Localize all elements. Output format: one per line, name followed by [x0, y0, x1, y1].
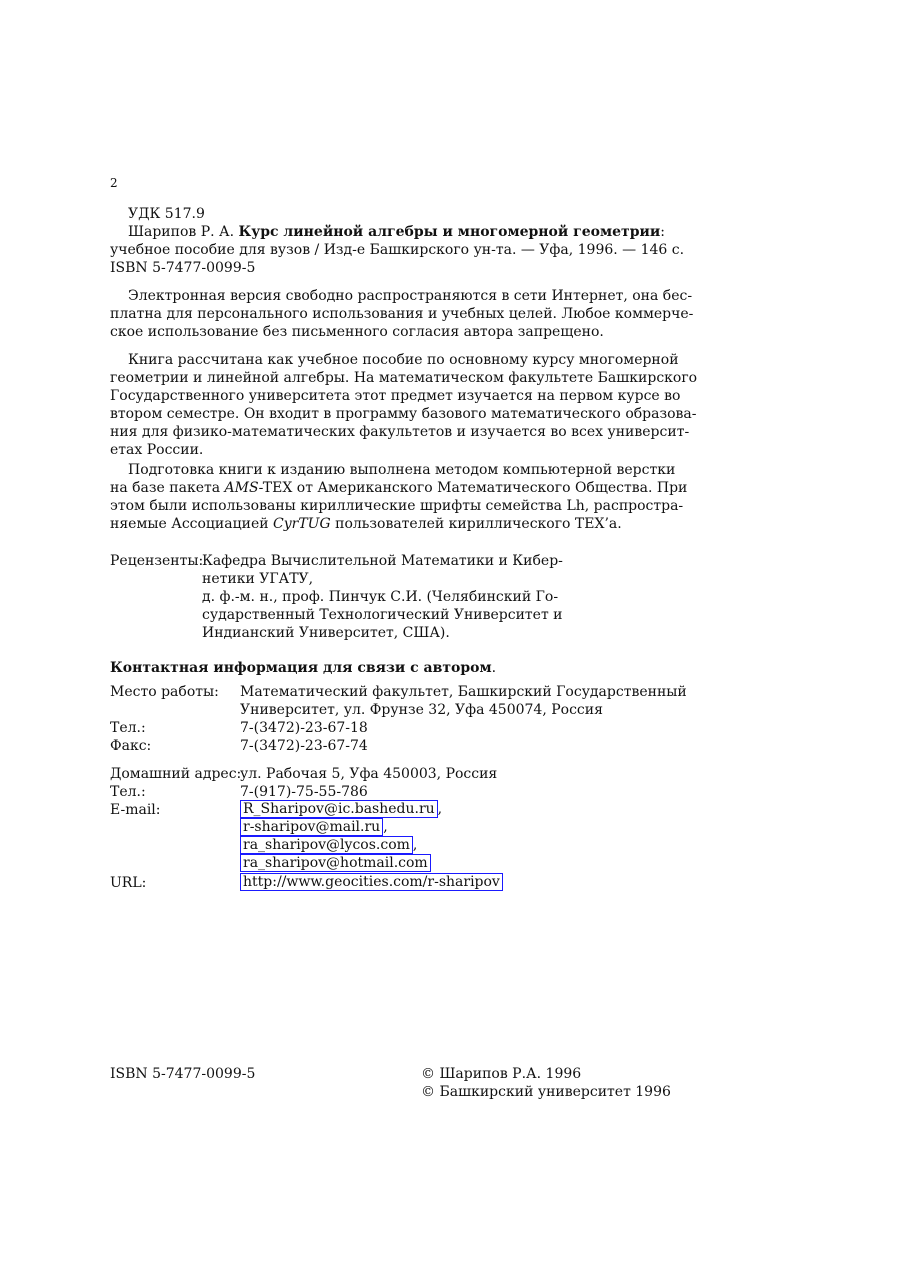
description-line [110, 515, 622, 533]
copyright-university: © Башкирский университет 1996 [421, 1084, 671, 1100]
work-fax: 7-(3472)-23-67-74 [240, 738, 368, 754]
reviewer-line: Кафедра Вычислительной Математики и Кибер- [202, 553, 563, 569]
description-line: Книга рассчитана как учебное пособие по основному курсу многомерной [128, 352, 679, 368]
description-line: ния для физико-математических факультетов и изучается во всех университ- [110, 424, 690, 440]
tex-logo: -TEX [258, 480, 293, 496]
biblio-isbn: ISBN 5-7477-0099-5 [110, 260, 256, 276]
author-name: Шарипов Р. А. [128, 224, 235, 240]
ams-logo: AMS [224, 480, 259, 496]
notice-line: Электронная версия свободно распространяются в сети Интернет, она бес- [128, 288, 693, 304]
email-label: E-mail: [110, 802, 161, 818]
work-tel: 7-(3472)-23-67-18 [240, 720, 368, 736]
description-line: Подготовка книги к изданию выполнена методом компьютерной верстки [128, 462, 676, 478]
homepage-link[interactable]: http://www.geocities.com/r-sharipov [240, 873, 503, 891]
home-tel: 7-(917)-75-55-786 [240, 784, 368, 800]
text-fragment: няемые Ассоциацией [110, 516, 274, 532]
text-fragment: пользователей кириллического TEX’а. [330, 516, 622, 532]
contacts-heading-text: Контактная информация для связи с автором [110, 660, 492, 676]
reviewers-label: Рецензенты: [110, 553, 204, 569]
contacts-heading [110, 659, 496, 677]
home-label: Домашний адрес: [110, 766, 242, 782]
email-link[interactable]: r-sharipov@mail.ru [240, 818, 383, 836]
description-line [110, 479, 687, 497]
home-tel-label: Тел.: [110, 784, 146, 800]
contacts-heading-period: . [491, 660, 497, 676]
email-row: R_Sharipov@ic.bashedu.ru , [240, 800, 442, 818]
description-line: втором семестре. Он входит в программу базового математического образова- [110, 406, 697, 422]
description-line: геометрии и линейной алгебры. На математическом факультете Башкирского [110, 370, 698, 386]
email-row [240, 854, 431, 872]
description-line: етах России. [110, 442, 204, 458]
email-link[interactable]: R_Sharipov@ic.bashedu.ru [240, 800, 438, 818]
fax-label: Факс: [110, 738, 152, 754]
biblio-publisher-line: учебное пособие для вузов / Изд-е Башкирского ун-та. — Уфа, 1996. — 146 с. [110, 242, 685, 258]
biblio-title-line: Шарипов Р. А. Курс линейной алгебры и многомерной геометрии: [128, 224, 665, 240]
footer-isbn: ISBN 5-7477-0099-5 [110, 1066, 256, 1082]
reviewer-line: нетики УГАТУ, [202, 571, 314, 587]
udk-code: УДК 517.9 [128, 206, 205, 222]
email-row: r-sharipov@mail.ru , [240, 818, 388, 836]
notice-line: платна для персонального использования и учебных целей. Любое коммерче- [110, 306, 694, 322]
email-row: ra_sharipov@lycos.com , [240, 836, 417, 854]
description-line: этом были использованы кириллические шрифты семейства Lh, распростра- [110, 498, 684, 514]
url-row [240, 873, 503, 891]
reviewer-line: сударственный Технологический Университет и [202, 607, 563, 623]
email-link[interactable]: ra_sharipov@lycos.com [240, 836, 413, 854]
book-title: Курс линейной алгебры и многомерной геометрии [238, 224, 661, 240]
work-address-line: Университет, ул. Фрунзе 32, Уфа 450074, Россия [240, 702, 603, 718]
work-label: Место работы: [110, 684, 219, 700]
reviewer-line: Индианский Университет, США). [202, 625, 450, 641]
notice-line: ское использование без письменного согласия автора запрещено. [110, 324, 604, 340]
email-link[interactable]: ra_sharipov@hotmail.com [240, 854, 431, 872]
reviewer-line: д. ф.-м. н., проф. Пинчук С.И. (Челябинский Го- [202, 589, 559, 605]
description-line: Государственного университета этот предмет изучается на первом курсе во [110, 388, 681, 404]
page-number: 2 [110, 176, 118, 190]
copyright-author: © Шарипов Р.А. 1996 [421, 1066, 582, 1082]
text-fragment: от Американского Математического Общества. При [292, 480, 688, 496]
cyrtug-name: CyrTUG [273, 516, 331, 532]
url-label: URL: [110, 875, 147, 891]
work-address-line: Математический факультет, Башкирский Государственный [240, 684, 687, 700]
work-tel-label: Тел.: [110, 720, 146, 736]
text-fragment: на базе пакета [110, 480, 225, 496]
home-address: ул. Рабочая 5, Уфа 450003, Россия [240, 766, 498, 782]
